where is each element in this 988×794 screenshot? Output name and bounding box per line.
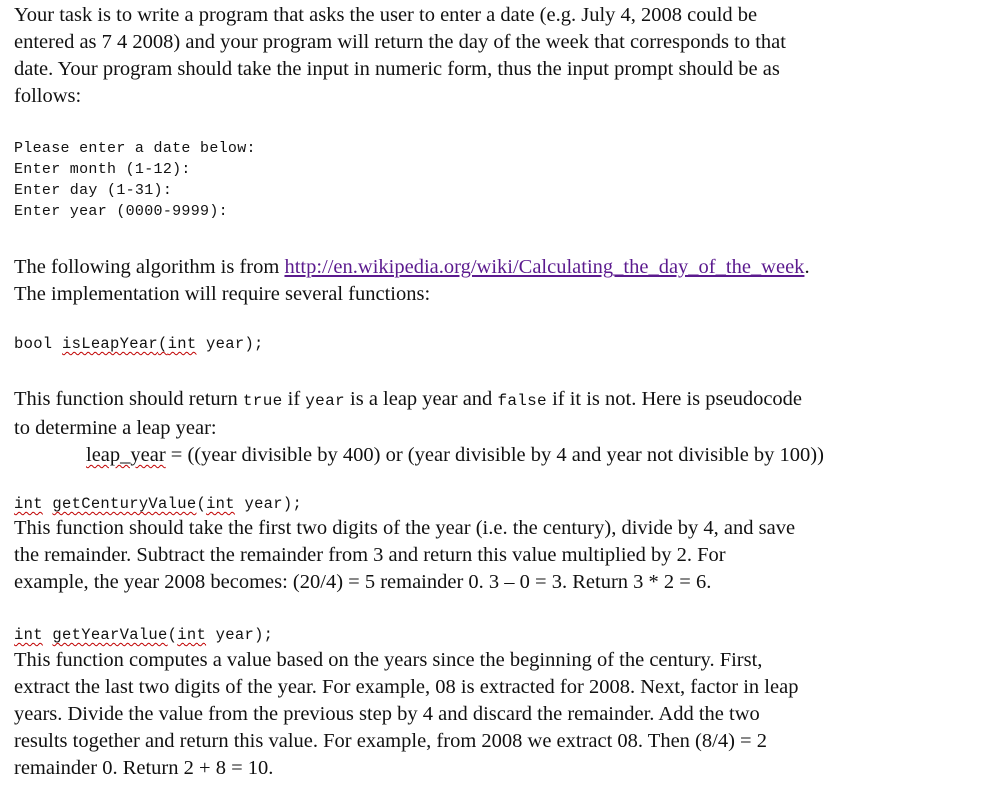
intro-line: follows: <box>14 85 82 107</box>
sig-paren: ( <box>196 495 207 513</box>
prompt-code-block <box>14 138 256 222</box>
intro-paragraph <box>14 2 786 110</box>
description-line: This function computes a value based on the years since the beginning of the century. First, <box>14 649 763 671</box>
code-year: year <box>305 392 345 410</box>
description-line: example, the year 2008 becomes: (20/4) = 5 remainder 0. 3 – 0 = 3. Return 3 * 2 = 6. <box>14 571 712 593</box>
description-line: the remainder. Subtract the remainder from 3 and return this value multiplied by 2. For <box>14 544 726 566</box>
description-line <box>14 386 824 415</box>
sig-space <box>43 626 53 644</box>
intro-line: Your task is to write a program that asks the user to enter a date (e.g. July 4, 2008 could be <box>14 4 758 26</box>
pseudocode-line <box>14 442 824 469</box>
code-line: Enter day (1-31): <box>14 182 173 199</box>
algorithm-lead: The following algorithm is from <box>14 256 285 278</box>
sig-rest: year); <box>196 335 264 353</box>
intro-line: date. Your program should take the input in numeric form, thus the input prompt should be as <box>14 58 780 80</box>
pseudocode-rest: = ((year divisible by 400) or (year divisible by 4 and year not divisible by 100)) <box>165 444 824 466</box>
text: This function should return <box>14 388 243 410</box>
algorithm-trail: . <box>804 256 810 278</box>
sig-paren: ( <box>167 626 178 644</box>
getcenturyvalue-description <box>14 515 795 596</box>
pseudocode-var: leap_year <box>86 444 166 466</box>
code-line: Enter year (0000-9999): <box>14 203 228 220</box>
code-line: Please enter a date below: <box>14 140 256 157</box>
sig-rest: year); <box>206 626 274 644</box>
sig-paren: ( <box>158 335 168 353</box>
sig-space <box>43 495 53 513</box>
sig-name: getYearValue <box>52 626 168 644</box>
description-line: results together and return this value. For example, from 2008 we extract 08. Then (8/4) = 2 <box>14 730 767 752</box>
description-line: years. Divide the value from the previous step by 4 and discard the remainder. Add the two <box>14 703 760 725</box>
wikipedia-link[interactable]: http://en.wikipedia.org/wiki/Calculating_the_day_of_the_week <box>284 256 805 278</box>
intro-line: entered as 7 4 2008) and your program will return the day of the week that corresponds to that <box>14 31 786 53</box>
sig-type: bool <box>14 335 63 353</box>
code-true: true <box>242 392 283 410</box>
isleapyear-description <box>14 386 824 469</box>
text: if <box>282 388 306 410</box>
sig-name: isLeapYear <box>62 335 159 353</box>
getyearvalue-signature <box>14 624 273 646</box>
text: if it is not. Here is pseudocode <box>546 388 803 410</box>
getcenturyvalue-signature <box>14 493 302 515</box>
sig-int: int <box>177 626 207 644</box>
description-line: This function should take the first two digits of the year (i.e. the century), divide by 4, and save <box>14 517 796 539</box>
description-line: to determine a leap year: <box>14 417 217 439</box>
sig-int: int <box>167 335 197 353</box>
getyearvalue-description <box>14 647 798 782</box>
isleapyear-signature <box>14 333 264 355</box>
sig-int: int <box>206 495 235 513</box>
algorithm-line <box>14 254 810 281</box>
sig-int: int <box>14 626 43 644</box>
code-false: false <box>497 392 547 410</box>
sig-int: int <box>14 495 43 513</box>
algorithm-paragraph <box>14 254 810 308</box>
sig-name: getCenturyValue <box>52 495 197 513</box>
description-line: extract the last two digits of the year. For example, 08 is extracted for 2008. Next, factor in leap <box>14 676 799 698</box>
sig-rest: year); <box>234 495 303 513</box>
code-line: Enter month (1-12): <box>14 161 191 178</box>
description-line: remainder 0. Return 2 + 8 = 10. <box>14 757 274 779</box>
text: is a leap year and <box>344 388 498 410</box>
algorithm-line: The implementation will require several functions: <box>14 283 431 305</box>
